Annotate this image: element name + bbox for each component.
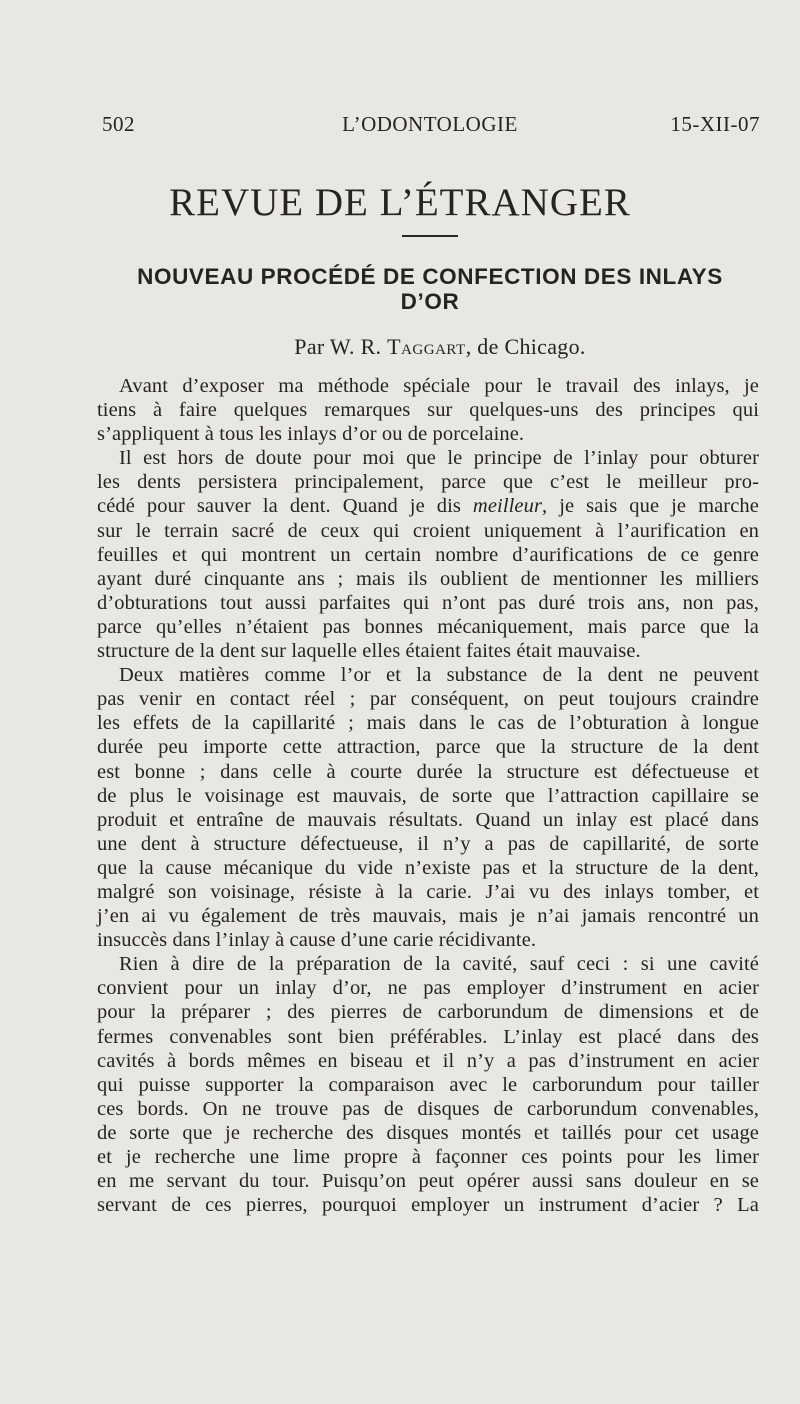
text-line: convient pour un inlay d’or, ne pas employer d’instrument en acier: [97, 977, 759, 1000]
article-title-line-1: NOUVEAU PROCÉDÉ DE CONFECTION DES INLAYS: [137, 264, 723, 289]
text-line: Avant d’exposer ma méthode spéciale pour le travail des inlays, je: [119, 375, 759, 397]
issue-date: 15-XII-07: [670, 112, 760, 136]
text-line: structure de la dent sur laquelle elles étaient faites était mauvaise.: [97, 640, 641, 663]
text-line: j’en ai vu également de très mauvais, mais je n’ai jamais rencontré un: [97, 905, 759, 928]
text-line: est bonne ; dans celle à courte durée la structure est défectueuse et: [97, 760, 759, 783]
text-line: ces bords. On ne trouve pas de disques de carborundum convenables,: [97, 1097, 759, 1120]
text-line: de plus le voisinage est mauvais, de sorte que l’attraction capillaire se: [97, 784, 759, 807]
text-line: les dents persistera principalement, parce que c’est le meilleur pro-: [97, 471, 759, 494]
text-segment: cédé pour sauver la dent. Quand je dis: [97, 495, 473, 518]
text-line: produit et entraîne de mauvais résultats. Quand un inlay est placé dans: [97, 808, 759, 831]
text-line: d’obturations tout aussi parfaites qui n’ont pas duré trois ans, non pas,: [97, 591, 759, 614]
text-line: sur le terrain sacré de ceux qui croient uniquement à l’aurification en: [97, 519, 759, 542]
text-line: pour la préparer ; des pierres de carborundum de dimensions et de: [97, 1001, 759, 1024]
text-line: les effets de la capillarité ; mais dans le cas de l’obturation à longue: [97, 712, 759, 735]
text-line: Deux matières comme l’or et la substance de la dent ne peuvent: [119, 664, 759, 687]
text-line: Il est hors de doute pour moi que le principe de l’inlay pour obturer: [119, 447, 759, 470]
text-line: insuccès dans l’inlay à cause d’une carie récidivante.: [97, 929, 537, 952]
text-line: parce qu’elles n’étaient pas bonnes mécaniquement, mais parce que la: [97, 615, 759, 638]
text-line: qui puisse supporter la comparaison avec le carborundum pour tailler: [97, 1073, 759, 1096]
section-title: REVUE DE L’ÉTRANGER: [169, 181, 631, 224]
byline: [260, 334, 620, 360]
text-line: que la cause mécanique du vide n’existe pas et la structure de la dent,: [97, 856, 759, 879]
text-line: tiens à faire quelques remarques sur quelques-uns des principes qui: [97, 399, 759, 422]
text-line: et je recherche une lime propre à façonner ces points pour les limer: [97, 1146, 759, 1168]
text-line: durée peu importe cette attraction, parce que la structure de la dent: [97, 736, 759, 759]
text-line: [97, 494, 759, 518]
text-line: pas venir en contact réel ; par conséquent, on peut toujours craindre: [97, 688, 759, 711]
text-line: en me servant du tour. Puisqu’on peut opérer aussi sans douleur en se: [97, 1170, 759, 1193]
text-line: ayant duré cinquante ans ; mais ils oublient de mentionner les milliers: [97, 567, 759, 590]
title-divider: [402, 235, 458, 237]
text-line: une dent à structure défectueuse, il n’y a pas de capillarité, de sorte: [97, 832, 759, 855]
byline-suffix: , de Chicago.: [465, 334, 586, 359]
text-line: feuilles et qui montrent un certain nombre d’aurifications de ce genre: [97, 543, 759, 566]
article-body: [97, 374, 759, 1217]
article-title: [80, 264, 780, 314]
text-line: fermes convenables sont bien préférables. L’inlay est placé dans des: [97, 1025, 759, 1048]
journal-title: L’ODONTOLOGIE: [342, 112, 518, 136]
page-number: 502: [102, 112, 135, 136]
article-title-line-2: D’OR: [400, 289, 460, 314]
text-line: Rien à dire de la préparation de la cavité, sauf ceci : si une cavité: [119, 953, 759, 976]
byline-prefix: Par W. R.: [294, 334, 388, 359]
author-name: Taggart: [387, 334, 466, 359]
text-line: servant de ces pierres, pourquoi employer un instrument d’acier ? La: [97, 1194, 759, 1217]
text-segment: , je sais que je marche: [542, 495, 759, 518]
text-line: cavités à bords mêmes en biseau et il n’y a pas d’instrument en acier: [97, 1049, 759, 1072]
text-line: s’appliquent à tous les inlays d’or ou de porcelaine.: [97, 423, 525, 446]
running-header: [98, 112, 762, 142]
text-line: malgré son voisinage, résiste à la carie. J’ai vu des inlays tomber, et: [97, 880, 759, 903]
text-line: de sorte que je recherche des disques montés et taillés pour cet usage: [97, 1121, 759, 1144]
emphasis: meilleur: [472, 495, 543, 518]
